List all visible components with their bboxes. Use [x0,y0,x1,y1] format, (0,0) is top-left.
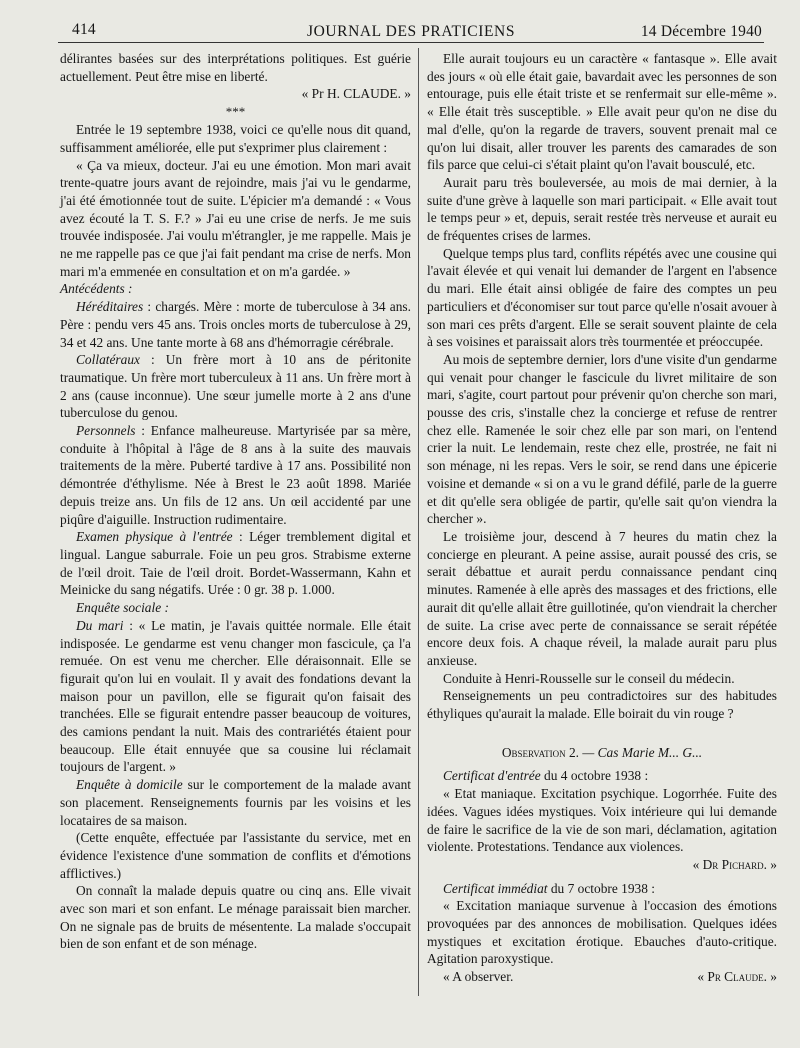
certificate-text: « Etat maniaque. Excitation psychique. Logorrhée. Fuite des idées. Vagues idées mystiques. Voix intérieure qui lui demande de faire le sacrifice de la vie de son mari, déclamation, agitation violente. Protestations. Tendance aux violences. [427,786,777,855]
quote-paragraph: « Ça va mieux, docteur. J'ai eu une émotion. Mon mari avait trente-quatre jours avant de rejoindre, mais j'ai vu le gendarme, j'ai été émotionnée tout de suite. L'épicier m'a demandé : « Vous avez écouté la T. S. F.? » J'ai eu une crise de nerfs. Je me suis trouvée indisposée. J'ai voulu m'étrangler, je me rappelle. Mais je ne me rappelle pas ce que j'ai fait pendant ma crise de nerfs. Mon mari m'a emmenée en consultation et on m'a gardée. » [60,157,411,279]
inline-label: Certificat immédiat [443,880,548,896]
section-separator: *** [225,104,246,120]
paragraph: On connaît la malade depuis quatre ou cinq ans. Elle vivait avec son mari et son enfant. Le ménage paraissait bien marcher. On ne signale pas de bruits de mésentente. La malade s'occupait bien de son enfant et de son ménage. [60,883,411,952]
column-divider [418,48,419,996]
certificate-text: « Excitation maniaque survenue à l'occasion des émotions provoquées par des annonces de mobilisation. Quelques idées mystiques et excitation érotique. Ebauches d'auto-critique. Agitation paroxystique. [427,898,777,967]
signature: « Pr H. CLAUDE. » [301,86,411,102]
page-number: 414 [72,21,96,38]
paragraph: Examen physique à l'entrée : Léger tremblement digital et lingual. Langue saburrale. Foie un peu gros. Strabisme externe de l'œil droit. Taie de l'œil droit. Bordet-Wassermann, Kahn et Meinicke du sang négatifs. Urée : 0 gr. 38 p. 1.000. [60,529,411,598]
paragraph: Renseignements un peu contradictoires sur des habitudes éthyliques qu'aurait la malade. Elle boirait du vin rouge ? [427,688,777,722]
paragraph: Collatéraux : Un frère mort à 10 ans de péritonite traumatique. Un frère mort tuberculeux à 11 ans. Un frère mort à 2 ans (cause inconnue). Une sœur jumelle morte à 2 ans d'une tuberculose du genou. [60,352,411,421]
inline-label: Héréditaires [76,299,144,315]
paragraph: délirantes basées sur des interprétations politiques. Est guérie actuellement. Peut être mise en liberté. [60,51,411,84]
left-column [60,50,411,953]
paragraph: Héréditaires : chargés. Mère : morte de tuberculose à 34 ans. Père : pendu vers 45 ans. Trois oncles morts de tuberculose à 29, 34 et 42 ans. Une tante morte à 68 ans d'hémorragie cérébrale. [60,299,411,350]
certificate-heading: Certificat d'entrée du 4 octobre 1938 : [443,768,649,784]
observe-note: « A observer. [443,969,514,985]
certificate-heading: Certificat immédiat du 7 octobre 1938 : [443,880,655,896]
section-heading: Enquête sociale : [76,600,169,616]
inline-label: Personnels [76,423,136,439]
right-column [427,50,777,986]
observation-heading [427,744,777,762]
inline-label: Collatéraux [76,352,140,368]
signature: « Dr Pichard. » [692,856,777,872]
issue-date: 14 Décembre 1940 [640,23,762,40]
journal-title: JOURNAL DES PRATICIENS [306,23,516,40]
paragraph: Aurait paru très bouleversée, au mois de mai dernier, à la suite d'une grève à laquelle son mari participait. « Elle avait tout le temps peur » et, depuis, serait restée très nerveuse et aurait eu de fréquentes crises de larmes. [427,174,777,244]
signature: « Pr Claude. » [697,969,777,985]
running-header [58,20,764,43]
paragraph: Au mois de septembre dernier, lors d'une visite d'un gendarme qui venait pour changer le fascicule du livret militaire de son mari, s'agite, court partout pour prévenir qu'on cherche son mari, pousse des cris, s'installe chez la concierge et refuse de rentrer chez elle. Ramenée le soir chez elle par son mari, on l'entend crier la nuit. Le lendemain, reste chez elle, prostrée, ne fait ni son ménage, ni les repas. Vers le soir, se rend dans une épicerie voisine et demande « si on a vu le grand défilé, parle de la guerre et dit qu'elle sera obligée de partir, qu'elle sait qu'on viendra la chercher ». [427,351,777,527]
paragraph: Personnels : Enfance malheureuse. Martyrisée par sa mère, conduite à l'hôpital à l'âge de 8 ans à la suite des mauvais traitements de la mère. Puberté tardive à 17 ans. Possibilité non démontrée d'éthylisme. Née à Brest le 23 août 1898. Mariée depuis treize ans. Un fils de 12 ans. Un œil accidenté par une piqûre d'aiguille. Instruction rudimentaire. [60,423,411,527]
paragraph: (Cette enquête, effectuée par l'assistante du service, met en évidence l'existence d'une sommation de conflits et d'émotions afflictives.) [60,830,411,881]
paragraph: Quelque temps plus tard, conflits répétés avec une cousine qui l'avait élevée et qui venait lui demander de l'argent en l'absence du mari. Elle était ainsi obligée de faire des comptes un peu particuliers et d'économiser sur tout parce qu'elle n'osait avouer à son mari ces prêts d'argent. Elle se serait souvent plainte de cela à ses voisines et paraissait alors très tourmentée et préoccupée. [427,245,777,350]
paragraph: Du mari : « Le matin, je l'avais quittée normale. Elle était indisposée. Le gendarme est venu changer mon fascicule, ça l'a remuée. On est venu me chercher. Elle déraisonnait. Elle se figurait qu'on lui en voulait. Il y avait des fondations devant la maison pour un pavillon, elle se figurait qu'on faisait des tranchées. Elle se figurait entendre passer beaucoup de voitures, des camions pendant la nuit. Mais des contrariétés étaient pour beaucoup. Elle était ennuyée que sa cousine lui réclamait toujours de l'argent. » [60,617,411,775]
observation-number: Observation 2. [501,744,580,760]
inline-label: Du mari [76,617,124,633]
paragraph: Entrée le 19 septembre 1938, voici ce qu'elle nous dit quand, suffisamment améliorée, elle put s'exprimer plus clairement : [60,122,411,155]
inline-label: Enquête à domicile [76,777,183,793]
paragraph: Le troisième jour, descend à 7 heures du matin chez la concierge en pleurant. A peine assise, aurait poussé des cris, se serait débattue et aurait perdu connaissance pendant cinq minutes. Ramenée à elle après des massages et des frictions, elle aurait dit qu'elle allait être guillotinée, qu'on viendrait la chercher de suite. La crise avec perte de connaissance se serait répétée encore deux fois. A chaque réveil, la malade aurait paru plus anxieuse. [427,528,777,668]
paragraph: Conduite à Henri-Rousselle sur le conseil du médecin. [443,670,735,686]
signature-line [427,968,777,986]
inline-label: Certificat d'entrée [443,768,541,784]
paragraph: Enquête à domicile sur le comportement de la malade avant son placement. Renseignements fournis par les voisins et les locataires de sa maison. [60,777,411,828]
section-heading: Antécédents : [60,281,133,297]
inline-label: Examen physique à l'entrée [76,529,233,545]
case-name: — Cas Marie M... G... [582,744,703,760]
paragraph: Elle aurait toujours eu un caractère « fantasque ». Elle avait des jours « où elle était gaie, bavardait avec les personnes de son entourage, puis elle était triste et se renfermait sur elle-même ». « Elle était très susceptible. » Elle avait peur qu'on ne dise du mal d'elle, qu'on la regarde de travers, souvent prenait mal ce qu'on lui disait, aller trouver les parents des camarades de son fils parce que celui-ci s'était plaint qu'on l'avait bousculé, etc. [427,51,777,173]
